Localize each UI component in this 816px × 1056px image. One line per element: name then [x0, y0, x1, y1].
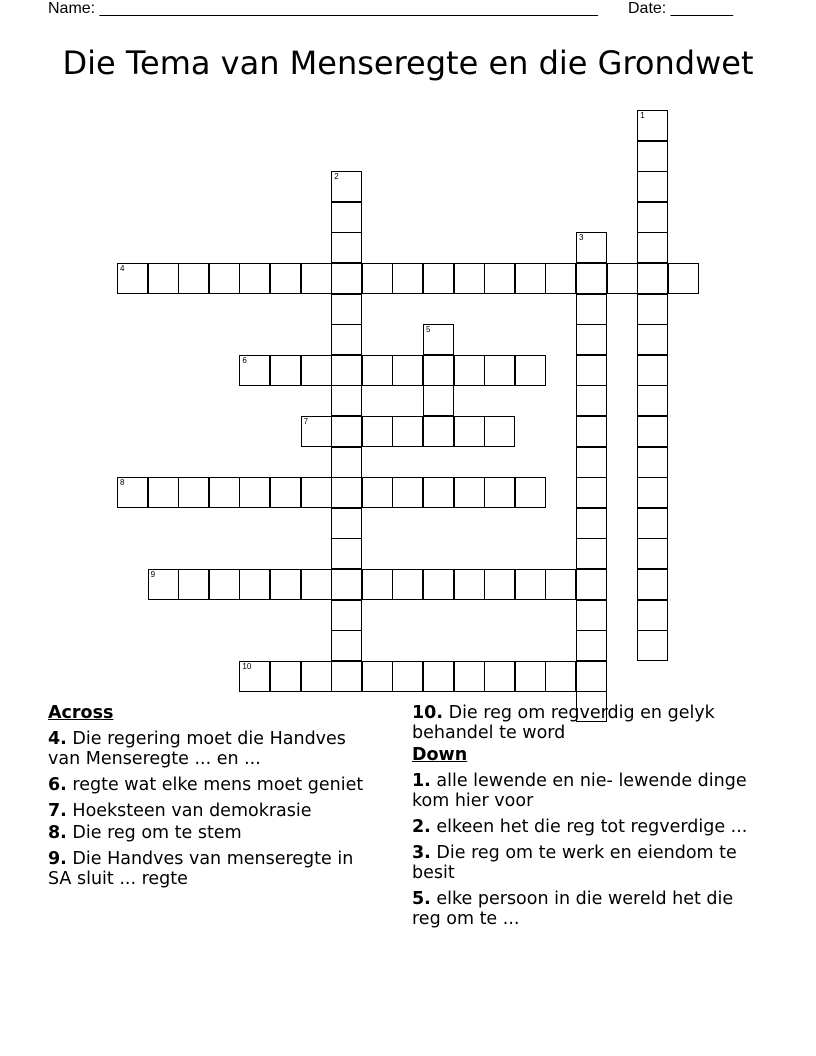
clue-across-10: 10. Die reg om regverdig en gelyk behandel te word: [412, 703, 715, 743]
grid-cell[interactable]: [331, 385, 362, 416]
grid-cell[interactable]: [576, 294, 607, 325]
grid-cell[interactable]: [637, 294, 668, 325]
grid-cell[interactable]: [484, 416, 515, 447]
grid-cell[interactable]: [301, 477, 332, 508]
grid-cell[interactable]: [331, 447, 362, 478]
grid-cell[interactable]: [576, 416, 607, 447]
grid-cell[interactable]: [637, 569, 668, 600]
clue-number: 10: [242, 661, 252, 671]
grid-cell[interactable]: [576, 447, 607, 478]
grid-cell[interactable]: [331, 477, 362, 508]
grid-cell[interactable]: [637, 600, 668, 631]
clue-number: 3: [579, 233, 584, 243]
grid-cell[interactable]: [209, 477, 240, 508]
grid-cell[interactable]: [362, 263, 393, 294]
grid-cell[interactable]: [576, 661, 607, 692]
grid-cell[interactable]: [576, 600, 607, 631]
grid-cell[interactable]: [392, 569, 423, 600]
clue-across-4: 4. Die regering moet die Handves van Menseregte ... en ...: [48, 729, 346, 769]
clue-down-1: 1. alle lewende en nie- lewende dinge kom hier voor: [412, 771, 747, 811]
grid-cell[interactable]: [209, 569, 240, 600]
grid-cell[interactable]: [576, 508, 607, 539]
clue-number: 2: [334, 172, 339, 182]
grid-cell[interactable]: [331, 538, 362, 569]
name-field-label: Name: ________________________________________________________: [48, 0, 598, 17]
grid-cell[interactable]: [576, 630, 607, 661]
grid-cell[interactable]: [576, 263, 607, 294]
grid-cell[interactable]: [637, 171, 668, 202]
down-heading: Down: [412, 745, 468, 765]
grid-cell[interactable]: [576, 324, 607, 355]
grid-cell[interactable]: [392, 355, 423, 386]
grid-cell[interactable]: [239, 263, 270, 294]
clue-across-6: 6. regte wat elke mens moet geniet: [48, 775, 364, 795]
clue-number: 6: [242, 355, 247, 365]
grid-cell[interactable]: [301, 263, 332, 294]
grid-cell[interactable]: [454, 355, 485, 386]
grid-cell[interactable]: [331, 569, 362, 600]
grid-cell[interactable]: [637, 447, 668, 478]
grid-cell[interactable]: [545, 569, 576, 600]
grid-cell[interactable]: [423, 385, 454, 416]
grid-cell[interactable]: [637, 508, 668, 539]
clue-number: 5: [426, 325, 431, 335]
grid-cell[interactable]: [148, 477, 179, 508]
grid-cell[interactable]: [270, 477, 301, 508]
clue-number: 9: [150, 570, 156, 579]
grid-cell[interactable]: [423, 324, 454, 355]
clue-down-3: 3. Die reg om te werk en eiendom te besit: [412, 843, 737, 883]
grid-cell[interactable]: [484, 355, 515, 386]
grid-cell[interactable]: [637, 385, 668, 416]
grid-cell[interactable]: [239, 569, 270, 600]
grid-cell[interactable]: [148, 263, 179, 294]
grid-cell[interactable]: [607, 263, 638, 294]
grid-cell[interactable]: [454, 661, 485, 692]
grid-cell[interactable]: [423, 416, 454, 447]
grid-cell[interactable]: [454, 477, 485, 508]
grid-cell[interactable]: [270, 263, 301, 294]
grid-cell[interactable]: [454, 569, 485, 600]
grid-cell[interactable]: [576, 477, 607, 508]
grid-cell[interactable]: [545, 263, 576, 294]
date-field-label: Date: _______: [628, 0, 733, 17]
grid-cell[interactable]: [362, 477, 393, 508]
grid-cell[interactable]: [331, 508, 362, 539]
clue-number: 4: [120, 264, 125, 273]
grid-cell[interactable]: [484, 569, 515, 600]
grid-cell[interactable]: [301, 355, 332, 386]
grid-cell[interactable]: [239, 355, 270, 386]
grid-cell[interactable]: [423, 477, 454, 508]
grid-cell[interactable]: [576, 232, 607, 263]
grid-cell[interactable]: [178, 477, 209, 508]
clue-down-2: 2. elkeen het die reg tot regverdige ...: [412, 817, 748, 837]
grid-cell[interactable]: [423, 355, 454, 386]
clue-across-9: 9. Die Handves van menseregte in SA sluit ... regte: [48, 849, 354, 889]
grid-cell[interactable]: [576, 385, 607, 416]
grid-cell[interactable]: [545, 661, 576, 692]
clues-right-column: [412, 703, 762, 935]
clue-number: 8: [120, 478, 125, 488]
grid-cell[interactable]: [515, 477, 546, 508]
grid-cell[interactable]: [668, 263, 699, 294]
clue-down-5: 5. elke persoon in die wereld het die reg om te ...: [412, 889, 734, 929]
grid-cell[interactable]: [484, 477, 515, 508]
grid-cell[interactable]: [637, 263, 668, 294]
grid-cell[interactable]: [392, 263, 423, 294]
grid-cell[interactable]: [576, 569, 607, 600]
grid-cell[interactable]: [301, 569, 332, 600]
grid-cell[interactable]: [331, 630, 362, 661]
grid-cell[interactable]: [331, 202, 362, 233]
clue-across-8: 8. Die reg om te stem: [48, 823, 242, 843]
grid-cell[interactable]: [392, 661, 423, 692]
grid-cell[interactable]: [637, 355, 668, 386]
grid-cell[interactable]: [515, 263, 546, 294]
grid-cell[interactable]: [331, 294, 362, 325]
grid-cell[interactable]: [392, 477, 423, 508]
grid-cell[interactable]: [423, 263, 454, 294]
grid-cell[interactable]: [331, 600, 362, 631]
clues-left-column: [48, 703, 378, 895]
grid-cell[interactable]: [331, 263, 362, 294]
grid-cell[interactable]: [515, 661, 546, 692]
grid-cell[interactable]: [515, 355, 546, 386]
grid-cell[interactable]: [362, 416, 393, 447]
grid-cell[interactable]: [637, 477, 668, 508]
grid-cell[interactable]: [178, 569, 209, 600]
grid-cell[interactable]: [637, 324, 668, 355]
grid-cell[interactable]: [239, 661, 270, 692]
grid-cell[interactable]: [331, 232, 362, 263]
clue-number: 7: [303, 417, 309, 426]
grid-cell[interactable]: [239, 477, 270, 508]
grid-cell[interactable]: [178, 263, 209, 294]
grid-cell[interactable]: [637, 202, 668, 233]
grid-cell[interactable]: [331, 171, 362, 202]
grid-cell[interactable]: [454, 263, 485, 294]
grid-cell[interactable]: [117, 263, 148, 294]
grid-cell[interactable]: [637, 110, 668, 141]
across-heading: Across: [48, 703, 114, 723]
grid-cell[interactable]: [484, 661, 515, 692]
grid-cell[interactable]: [637, 538, 668, 569]
grid-cell[interactable]: [576, 355, 607, 386]
grid-cell[interactable]: [637, 232, 668, 263]
clue-number: 1: [640, 111, 645, 120]
grid-cell[interactable]: [423, 569, 454, 600]
grid-cell[interactable]: [331, 324, 362, 355]
page-title: Die Tema van Menseregte en die Grondwet: [62, 44, 754, 82]
grid-cell[interactable]: [209, 263, 240, 294]
grid-cell[interactable]: [148, 569, 179, 600]
grid-cell[interactable]: [637, 630, 668, 661]
grid-cell[interactable]: [117, 477, 148, 508]
grid-cell[interactable]: [301, 416, 332, 447]
grid-cell[interactable]: [576, 538, 607, 569]
grid-cell[interactable]: [454, 416, 485, 447]
grid-cell[interactable]: [515, 569, 546, 600]
clue-across-7: 7. Hoeksteen van demokrasie: [48, 801, 312, 821]
grid-cell[interactable]: [484, 263, 515, 294]
grid-cell[interactable]: [392, 416, 423, 447]
grid-cell[interactable]: [362, 661, 393, 692]
grid-cell[interactable]: [362, 569, 393, 600]
grid-cell[interactable]: [637, 416, 668, 447]
grid-cell[interactable]: [331, 661, 362, 692]
grid-cell[interactable]: [637, 141, 668, 172]
grid-cell[interactable]: [331, 355, 362, 386]
grid-cell[interactable]: [270, 355, 301, 386]
grid-cell[interactable]: [331, 416, 362, 447]
grid-cell[interactable]: [423, 661, 454, 692]
grid-cell[interactable]: [270, 569, 301, 600]
grid-cell[interactable]: [301, 661, 332, 692]
grid-cell[interactable]: [362, 355, 393, 386]
grid-cell[interactable]: [270, 661, 301, 692]
